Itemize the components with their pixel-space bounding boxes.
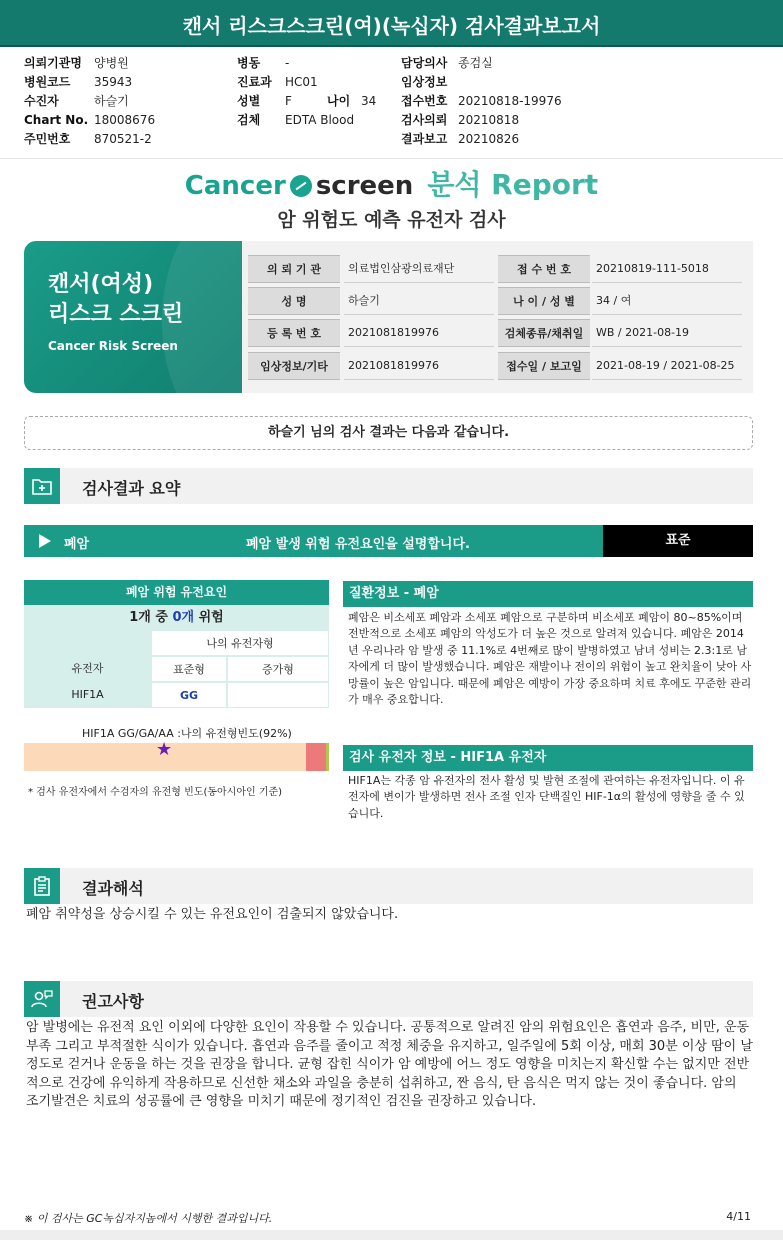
- increased-value: [227, 682, 329, 708]
- frequency-edge: [326, 743, 329, 771]
- status-badge: 표준: [603, 525, 753, 557]
- patient-label: 의 뢰 기 관: [248, 255, 340, 283]
- patient-label: 접 수 번 호: [498, 255, 590, 283]
- frequency-caption: HIF1A GG/GA/AA :나의 유전형빈도(92%): [82, 727, 292, 740]
- report-title-bar: [0, 0, 783, 47]
- brand-report: 분석 Report: [427, 168, 599, 201]
- info-value: 20210826: [458, 132, 520, 146]
- col-gene-label: 유전자: [71, 662, 104, 675]
- footer-strip: [0, 1230, 783, 1240]
- gene-info-text: HIF1A는 각종 암 유전자의 전사 활성 및 발현 조절에 관여하는 유전자입니다. 이 유전자에 변이가 발생하면 전사 조절 인자 단백질인 HIF-1α의 활성에 영향을 줄 수 있습니다.: [348, 774, 745, 820]
- card-title-line2: 리스크 스크린: [48, 302, 184, 327]
- brand-cancer: Cancer: [184, 171, 286, 201]
- info-key: 담당의사: [401, 56, 448, 70]
- summary-post: 위험: [198, 610, 224, 625]
- patient-label: 성 명: [248, 287, 340, 315]
- report-title: 캔서 리스크스크린(여)(녹십자) 검사결과보고서: [182, 14, 601, 38]
- info-key: 임상정보: [401, 75, 448, 89]
- header-info-col1: [24, 54, 155, 149]
- info-key: 진료과: [237, 75, 272, 89]
- summary-count: 0개: [172, 610, 195, 625]
- header-info-col3: [401, 54, 562, 149]
- brand-logo-icon: [290, 175, 312, 197]
- section-title: 권고사항: [82, 992, 144, 1011]
- star-marker-icon: ★: [156, 739, 173, 760]
- info-value: 하슬기: [94, 94, 129, 108]
- recommendation-text: 암 발병에는 유전적 요인 이외에 다양한 요인이 작용할 수 있습니다. 공통적으로 알려진 암의 위험요인은 흡연과 음주, 비만, 운동 부족 그리고 부적절한 식이가 있습니다. 흡연과 음주를 줄이고 적정 체중을 유지하고, 일주일에 5회 이상, 매회 30분 이상 땀이 날 정도로 걷거나 운동을 하는 것을 권장을 합니다. 균형 잡힌 식이가 암 예방에 어느 정도 영향을 미치는지 확신할 수는 없지만 전반적으로 건강에 유익하게 작용하므로 신선한 채소와 과일을 충분히 섭취하고, 짠 음식, 탄 음식은 먹지 않는 것이 좋습니다. 암의 조기발견은 치료의 성공률에 큰 영향을 미치기 때문에 정기적인 검진을 권장하고 있습니다.: [26, 1020, 753, 1110]
- my-genotype-label: 나의 유전자형: [151, 630, 329, 656]
- info-key: 병동: [237, 56, 261, 70]
- patient-value: WB / 2021-08-19: [592, 319, 742, 347]
- patient-label: 임상정보/기타: [248, 352, 340, 380]
- patient-label: 접수일 / 보고일: [498, 352, 590, 380]
- standard-value: GG: [151, 682, 227, 708]
- cancer-description: 폐암 발생 위험 유전요인을 설명합니다.: [246, 537, 470, 552]
- page-number: 4/11: [726, 1210, 751, 1223]
- info-value: 종검실: [458, 56, 493, 70]
- frequency-bar: [24, 739, 329, 771]
- patient-value: 의료법인삼광의료재단: [344, 255, 494, 283]
- gene-table-header: 폐암 위험 유전요인: [24, 580, 329, 605]
- info-key: 성별: [237, 94, 261, 108]
- play-triangle-icon: [39, 534, 51, 548]
- info-key: 나이: [327, 94, 351, 108]
- cancer-result-bar: [24, 525, 753, 557]
- gene-name: HIF1A: [71, 688, 104, 701]
- clipboard-icon: [24, 868, 60, 904]
- frequency-footnote: * 검사 유전자에서 수검자의 유전형 빈도(동아시아인 기준): [28, 787, 283, 798]
- patient-value: 2021-08-19 / 2021-08-25: [592, 352, 742, 380]
- disease-info-header: 질환정보 - 폐암: [343, 581, 753, 607]
- gene-risk-table: [24, 580, 329, 708]
- info-value: 34: [361, 94, 377, 108]
- footer-note: ※ 이 검사는 GC녹십자지놈에서 시행한 결과입니다.: [24, 1212, 273, 1225]
- product-card: [24, 241, 242, 393]
- info-key: 수진자: [24, 94, 59, 108]
- patient-value: 34 / 여: [592, 287, 742, 315]
- info-key: 접수번호: [401, 94, 448, 108]
- folder-plus-icon: [24, 468, 60, 504]
- info-value: 870521-2: [94, 132, 152, 146]
- info-key: 의뢰기관명: [24, 56, 82, 70]
- patient-label: 검체종류/채취일: [498, 319, 590, 347]
- info-key: 주민번호: [24, 132, 71, 146]
- doctor-advice-icon: [24, 981, 60, 1017]
- card-title-english: Cancer Risk Screen: [48, 339, 178, 353]
- brand-screen: screen: [315, 171, 414, 201]
- info-value: 20210818-19976: [458, 94, 562, 108]
- col-standard-label: 표준형: [151, 656, 227, 682]
- info-key: 결과보고: [401, 132, 448, 146]
- info-value: 20210818: [458, 113, 520, 127]
- info-value: F: [285, 94, 292, 108]
- section-recommendation: [24, 981, 753, 1017]
- info-key: Chart No.: [24, 113, 89, 127]
- disease-info-text: 폐암은 비소세포 폐암과 소세포 폐암으로 구분하며 비소세포 폐암이 80~85%이며 전반적으로 소세포 폐암의 악성도가 더 높은 것으로 알려져 있습니다. 폐암은 2014년 우리나라 암 발생 중 11.1%로 4번째로 많이 발병하였고 남녀 성비는 2.3:1로 남자에게 더 많이 발생했습니다. 폐암은 재발이나 전이의 위험이 높고 완치율이 낮아 사망률이 높은 암입니다. 때문에 폐암은 예방이 가장 중요하며 치료 후에도 꾸준한 관리가 매우 중요합니다.: [348, 611, 752, 707]
- gene-risk-summary: [24, 605, 329, 630]
- section-interpretation: [24, 868, 753, 904]
- patient-label: 나 이 / 성 별: [498, 287, 590, 315]
- info-value: EDTA Blood: [285, 113, 355, 127]
- patient-value: 20210819-111-5018: [592, 255, 742, 283]
- page-subtitle: 암 위험도 예측 유전자 검사: [277, 209, 506, 231]
- patient-value: 2021081819976: [344, 319, 494, 347]
- gene-table-row: [24, 682, 329, 708]
- info-value: 양병원: [94, 56, 129, 70]
- brand-logo: [0, 163, 783, 203]
- gene-table-row: [24, 656, 329, 682]
- patient-value: 하슬기: [344, 287, 494, 315]
- gene-info-header: 검사 유전자 정보 - HIF1A 유전자: [343, 745, 753, 771]
- section-title: 결과해석: [82, 879, 144, 898]
- summary-pre: 1개 중: [129, 610, 168, 625]
- info-key: 검체: [237, 113, 261, 127]
- header-info-col2: [237, 54, 376, 130]
- info-value: -: [285, 56, 290, 70]
- interpretation-text: 폐암 취약성을 상승시킬 수 있는 유전요인이 검출되지 않았습니다.: [26, 907, 399, 922]
- section-summary: [24, 468, 753, 504]
- info-key: 검사의뢰: [401, 113, 448, 127]
- patient-value: 2021081819976: [344, 352, 494, 380]
- info-key: 병원코드: [24, 75, 71, 89]
- cancer-name: 폐암: [64, 537, 90, 552]
- info-value: 35943: [94, 75, 133, 89]
- info-value: HC01: [285, 75, 318, 89]
- greeting-box: 하슬기 님의 검사 결과는 다음과 같습니다.: [24, 416, 753, 450]
- section-title: 검사결과 요약: [82, 479, 181, 498]
- info-value: 18008676: [94, 113, 156, 127]
- col-increased-label: 증가형: [227, 656, 329, 682]
- patient-label: 등 록 번 호: [248, 319, 340, 347]
- gene-table-row: [24, 630, 329, 656]
- card-title-line1: 캔서(여성): [48, 272, 154, 297]
- patient-info-table: [242, 241, 753, 393]
